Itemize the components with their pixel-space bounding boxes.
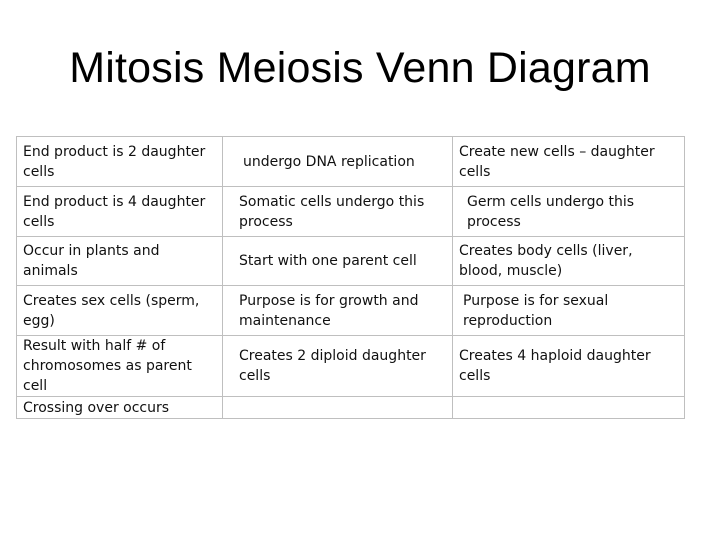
table-cell: Somatic cells undergo this process [223, 187, 453, 237]
table-row [17, 187, 685, 237]
table-cell: Create new cells – daughter cells [453, 137, 685, 187]
statements-table [16, 136, 685, 419]
table-cell: Start with one parent cell [223, 237, 453, 286]
table-row [17, 137, 685, 187]
table-cell: Creates sex cells (sperm, egg) [17, 286, 223, 336]
table-cell: Creates body cells (liver, blood, muscle) [453, 237, 685, 286]
table-cell: Occur in plants and animals [17, 237, 223, 286]
table-cell: Germ cells undergo this process [453, 187, 685, 237]
table-cell: End product is 2 daughter cells [17, 137, 223, 187]
table-row [17, 286, 685, 336]
table-cell [453, 397, 685, 419]
table-cell: Crossing over occurs [17, 397, 223, 419]
table-cell: Creates 4 haploid daughter cells [453, 336, 685, 397]
table-cell: Result with half # of chromosomes as parent cell [17, 336, 223, 397]
table-row [17, 397, 685, 419]
table-row [17, 237, 685, 286]
slide-title: Mitosis Meiosis Venn Diagram [69, 44, 651, 92]
table-cell: Creates 2 diploid daughter cells [223, 336, 453, 397]
table-cell: End product is 4 daughter cells [17, 187, 223, 237]
table-cell: Purpose is for growth and maintenance [223, 286, 453, 336]
table-row [17, 336, 685, 397]
table-cell: undergo DNA replication [223, 137, 453, 187]
table-cell: Purpose is for sexual reproduction [453, 286, 685, 336]
table-cell [223, 397, 453, 419]
